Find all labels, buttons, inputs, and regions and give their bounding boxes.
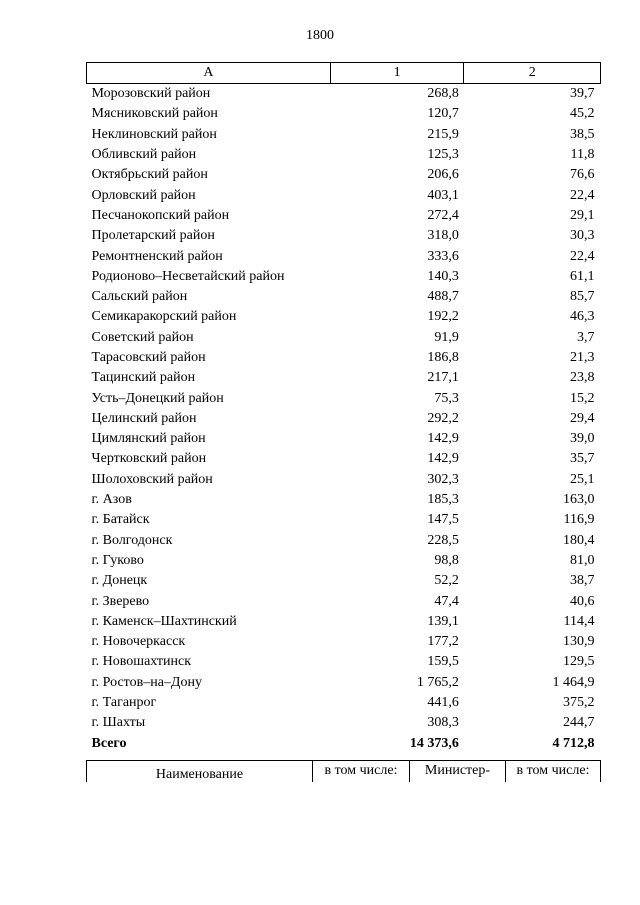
row-value-2: 29,1: [570, 207, 595, 223]
row-value-1: 185,3: [427, 492, 459, 508]
table-row: [87, 571, 601, 591]
table-row: [87, 551, 601, 571]
data-table: [86, 62, 601, 754]
row-value-1: 268,8: [427, 86, 459, 102]
row-value-2: 81,0: [570, 552, 595, 568]
column-header-2: 2: [464, 63, 601, 84]
table-row: [87, 510, 601, 530]
table-row: [87, 612, 601, 632]
table-row: [87, 531, 601, 551]
row-name: Цимлянский район: [91, 431, 206, 447]
table-row: [87, 185, 601, 205]
row-value-2: 22,4: [570, 248, 595, 264]
row-value-1: 120,7: [427, 106, 459, 122]
row-value-2: 163,0: [563, 492, 595, 508]
row-name: г. Батайск: [91, 512, 150, 528]
row-value-2: 21,3: [570, 350, 595, 365]
row-value-1: 47,4: [434, 593, 459, 609]
row-name: г. Волгодонск: [91, 532, 173, 548]
row-name: Песчанокопский район: [91, 207, 230, 223]
row-name: г. Каменск–Шахтинский: [91, 613, 237, 629]
row-name: Шолоховский район: [91, 471, 213, 487]
row-value-1: 333,6: [427, 248, 459, 264]
row-value-2: 35,7: [570, 451, 595, 467]
row-value-2: 22,4: [570, 187, 595, 203]
row-name: Чертковский район: [91, 451, 207, 467]
row-value-1: 441,6: [427, 695, 459, 711]
column-header-ministry: Министер-: [410, 760, 505, 782]
row-name: Советский район: [91, 329, 194, 345]
row-value-2: 116,9: [563, 512, 595, 528]
column-header-including-2: в том числе:: [505, 760, 601, 782]
page-number: 1800: [306, 28, 334, 43]
table-row: [87, 267, 601, 287]
row-value-1: 206,6: [427, 167, 459, 183]
total-value-1: 14 373,6: [409, 735, 459, 751]
table-row: [87, 388, 601, 408]
row-value-2: 3,7: [577, 329, 595, 345]
table-row: [87, 328, 601, 348]
row-value-1: 147,5: [427, 512, 459, 528]
row-name: Пролетарский район: [91, 228, 215, 244]
row-value-1: 125,3: [427, 147, 459, 163]
row-value-2: 85,7: [570, 289, 595, 305]
table-body: [87, 84, 601, 754]
total-label: Всего: [91, 735, 127, 751]
row-value-2: 46,3: [570, 309, 595, 325]
row-value-1: 1 765,2: [416, 674, 459, 690]
table-row: [87, 287, 601, 307]
row-value-2: 30,3: [570, 228, 595, 244]
row-name: Обливский район: [91, 147, 197, 163]
table-row: [87, 125, 601, 145]
column-header-name: Наименование: [86, 760, 312, 782]
row-value-2: 11,8: [570, 147, 595, 163]
row-value-2: 45,2: [570, 106, 595, 122]
row-value-1: 75,3: [434, 390, 459, 406]
table-row: [87, 307, 601, 327]
row-name: Орловский район: [91, 187, 196, 203]
row-value-2: 38,5: [570, 126, 595, 142]
row-name: Морозовский район: [91, 86, 211, 102]
table-row: [87, 165, 601, 185]
row-value-1: 192,2: [427, 309, 459, 325]
row-value-2: 244,7: [563, 715, 595, 731]
row-value-2: 15,2: [570, 390, 595, 406]
table-row: [87, 206, 601, 226]
table-row: [87, 693, 601, 713]
table-row: [87, 226, 601, 246]
row-name: г. Зверево: [91, 593, 150, 609]
row-name: Родионово–Несветайский район: [91, 268, 285, 284]
row-value-1: 142,9: [427, 451, 459, 467]
row-name: г. Шахты: [91, 715, 146, 731]
row-name: Семикаракорский район: [91, 309, 237, 325]
row-value-2: 39,7: [570, 86, 595, 102]
row-value-2: 129,5: [563, 654, 595, 670]
row-name: Усть–Донецкий район: [91, 390, 224, 406]
row-name: Сальский район: [91, 289, 188, 305]
column-header-a: А: [87, 63, 331, 84]
row-name: г. Новочеркасск: [91, 634, 186, 650]
row-name: Ремонтненский район: [91, 248, 223, 264]
table-row: [87, 145, 601, 165]
row-value-2: 25,1: [570, 471, 595, 487]
row-name: Целинский район: [91, 410, 197, 426]
row-value-1: 98,8: [434, 552, 459, 568]
table-row: [87, 246, 601, 266]
row-value-1: 488,7: [427, 289, 459, 305]
row-name: г. Гуково: [91, 552, 144, 568]
row-value-2: 29,4: [570, 410, 595, 426]
table-row: [87, 348, 601, 368]
row-value-2: 23,8: [570, 370, 595, 386]
row-name: Тарасовский район: [91, 350, 206, 365]
column-header-including-1: в том числе:: [312, 760, 410, 782]
row-value-1: 302,3: [427, 471, 459, 487]
table-row: [87, 713, 601, 733]
row-value-1: 140,3: [427, 268, 459, 284]
row-value-1: 292,2: [427, 410, 459, 426]
row-value-1: 318,0: [427, 228, 459, 244]
table-row: [87, 470, 601, 490]
table-row: [87, 591, 601, 611]
row-value-1: 159,5: [427, 654, 459, 670]
table-row: [87, 429, 601, 449]
row-value-1: 272,4: [427, 207, 459, 223]
row-name: г. Таганрог: [91, 695, 157, 711]
row-value-2: 114,4: [563, 613, 595, 629]
row-value-2: 375,2: [563, 695, 595, 711]
row-value-1: 139,1: [427, 613, 459, 629]
row-value-2: 39,0: [570, 431, 595, 447]
row-value-1: 52,2: [434, 573, 459, 589]
row-value-1: 215,9: [427, 126, 459, 142]
row-name: Неклиновский район: [91, 126, 217, 142]
table-row: [87, 490, 601, 510]
table-row: [87, 673, 601, 693]
row-value-2: 38,7: [570, 573, 595, 589]
row-value-2: 130,9: [563, 634, 595, 650]
row-name: Тацинский район: [91, 370, 196, 386]
total-value-2: 4 712,8: [552, 735, 595, 751]
row-value-1: 91,9: [434, 329, 459, 345]
table-row: [87, 652, 601, 672]
table-row: [87, 84, 601, 105]
table-row: [87, 449, 601, 469]
row-value-2: 180,4: [563, 532, 595, 548]
next-table-header: [86, 760, 601, 782]
row-name: г. Азов: [91, 492, 132, 508]
table-row: [87, 632, 601, 652]
row-value-1: 403,1: [427, 187, 459, 203]
row-value-1: 142,9: [427, 431, 459, 447]
table-total-row: [87, 734, 601, 754]
table-row: [87, 409, 601, 429]
row-value-2: 40,6: [570, 593, 595, 609]
table-row: [87, 368, 601, 388]
row-value-1: 186,8: [427, 350, 459, 365]
table-header-row: [87, 63, 601, 84]
row-name: Мясниковский район: [91, 106, 218, 122]
row-value-1: 177,2: [427, 634, 459, 650]
table-row: [87, 104, 601, 124]
column-header-1: 1: [330, 63, 464, 84]
row-value-2: 76,6: [570, 167, 595, 183]
row-name: Октябрьский район: [91, 167, 208, 183]
row-value-1: 308,3: [427, 715, 459, 731]
row-name: г. Донецк: [91, 573, 148, 589]
row-name: г. Новошахтинск: [91, 654, 192, 670]
row-value-2: 1 464,9: [552, 674, 595, 690]
row-name: г. Ростов–на–Дону: [91, 674, 202, 690]
row-value-1: 217,1: [427, 370, 459, 386]
row-value-1: 228,5: [427, 532, 459, 548]
row-value-2: 61,1: [570, 268, 595, 284]
